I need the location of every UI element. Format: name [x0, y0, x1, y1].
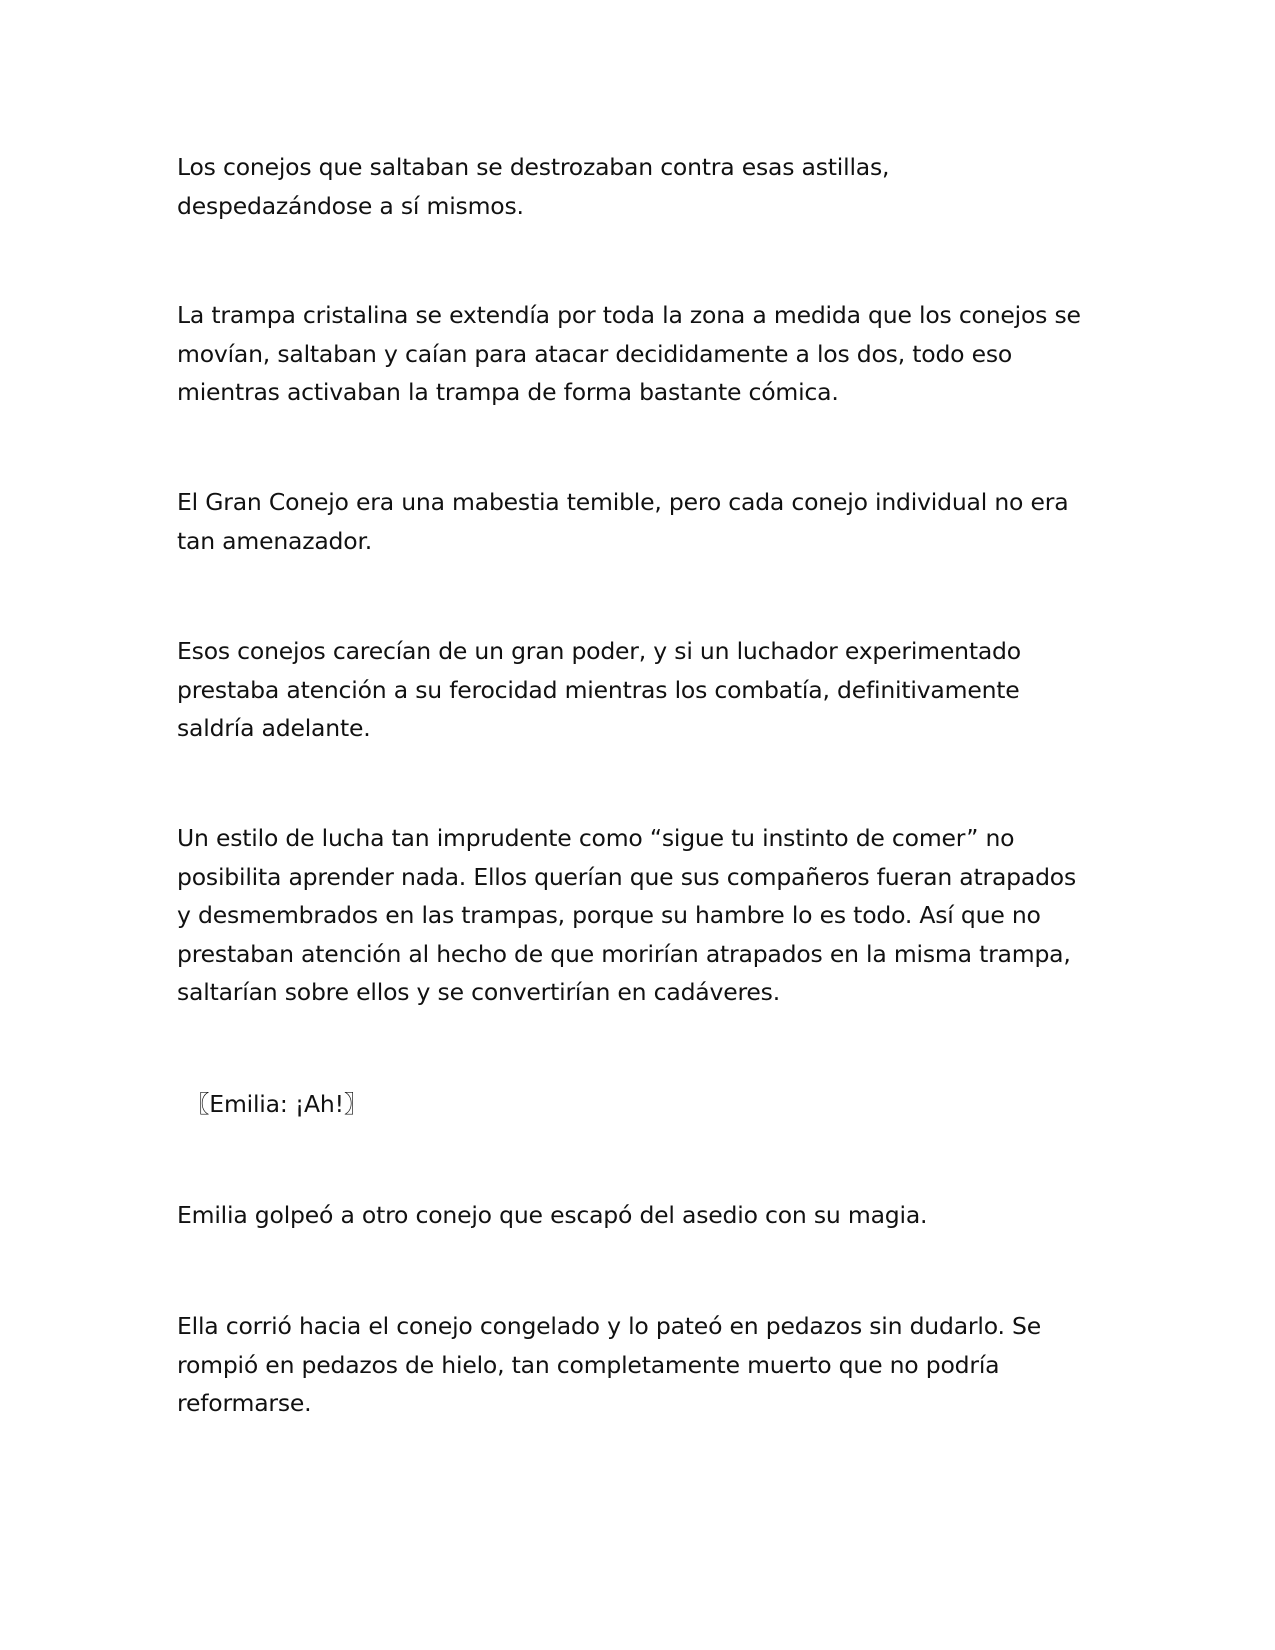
dialogue-paragraph	[186, 1085, 1126, 1124]
text-line: Los conejos que saltaban se destrozaban contra esas astillas,	[177, 153, 890, 181]
text-line: despedazándose a sí mismos.	[177, 191, 524, 220]
text-line: Esos conejos carecían de un gran poder, y si un luchador experimentado	[177, 637, 1021, 665]
text-line: prestaban atención al hecho de que morirían atrapados en la misma trampa,	[177, 939, 1071, 968]
text-line: movían, saltaban y caían para atacar decididamente a los dos, todo eso	[177, 339, 1013, 368]
paragraph	[177, 148, 1117, 225]
paragraph	[177, 819, 1117, 1012]
text-line: El Gran Conejo era una mabestia temible, pero cada conejo individual no era	[177, 488, 1069, 516]
text-line: reformarse.	[177, 1389, 312, 1417]
paragraph	[177, 632, 1117, 748]
text-line: mientras activaban la trampa de forma bastante cómica.	[177, 378, 839, 406]
paragraph	[177, 296, 1117, 412]
paragraph	[177, 1196, 1117, 1235]
text-line: tan amenazador.	[177, 526, 373, 555]
text-line: rompió en pedazos de hielo, tan completamente muerto que no podría	[177, 1350, 1000, 1379]
dialogue-line: 〖Emilia: ¡Ah!〗	[186, 1090, 368, 1118]
text-line: Un estilo de lucha tan imprudente como “sigue tu instinto de comer” no	[177, 824, 1015, 852]
text-line: Emilia golpeó a otro conejo que escapó del asedio con su magia.	[177, 1201, 928, 1229]
paragraph	[177, 1307, 1117, 1423]
text-line: La trampa cristalina se extendía por toda la zona a medida que los conejos se	[177, 301, 1081, 329]
text-line: Ella corrió hacia el conejo congelado y lo pateó en pedazos sin dudarlo. Se	[177, 1312, 1041, 1340]
text-line: saltarían sobre ellos y se convertirían en cadáveres.	[177, 978, 780, 1006]
text-line: posibilita aprender nada. Ellos querían que sus compañeros fueran atrapados	[177, 862, 1077, 891]
text-line: saldría adelante.	[177, 714, 371, 742]
text-line: y desmembrados en las trampas, porque su hambre lo es todo. Así que no	[177, 901, 1041, 929]
text-line: prestaba atención a su ferocidad mientras los combatía, definitivamente	[177, 675, 1020, 704]
paragraph	[177, 483, 1117, 560]
